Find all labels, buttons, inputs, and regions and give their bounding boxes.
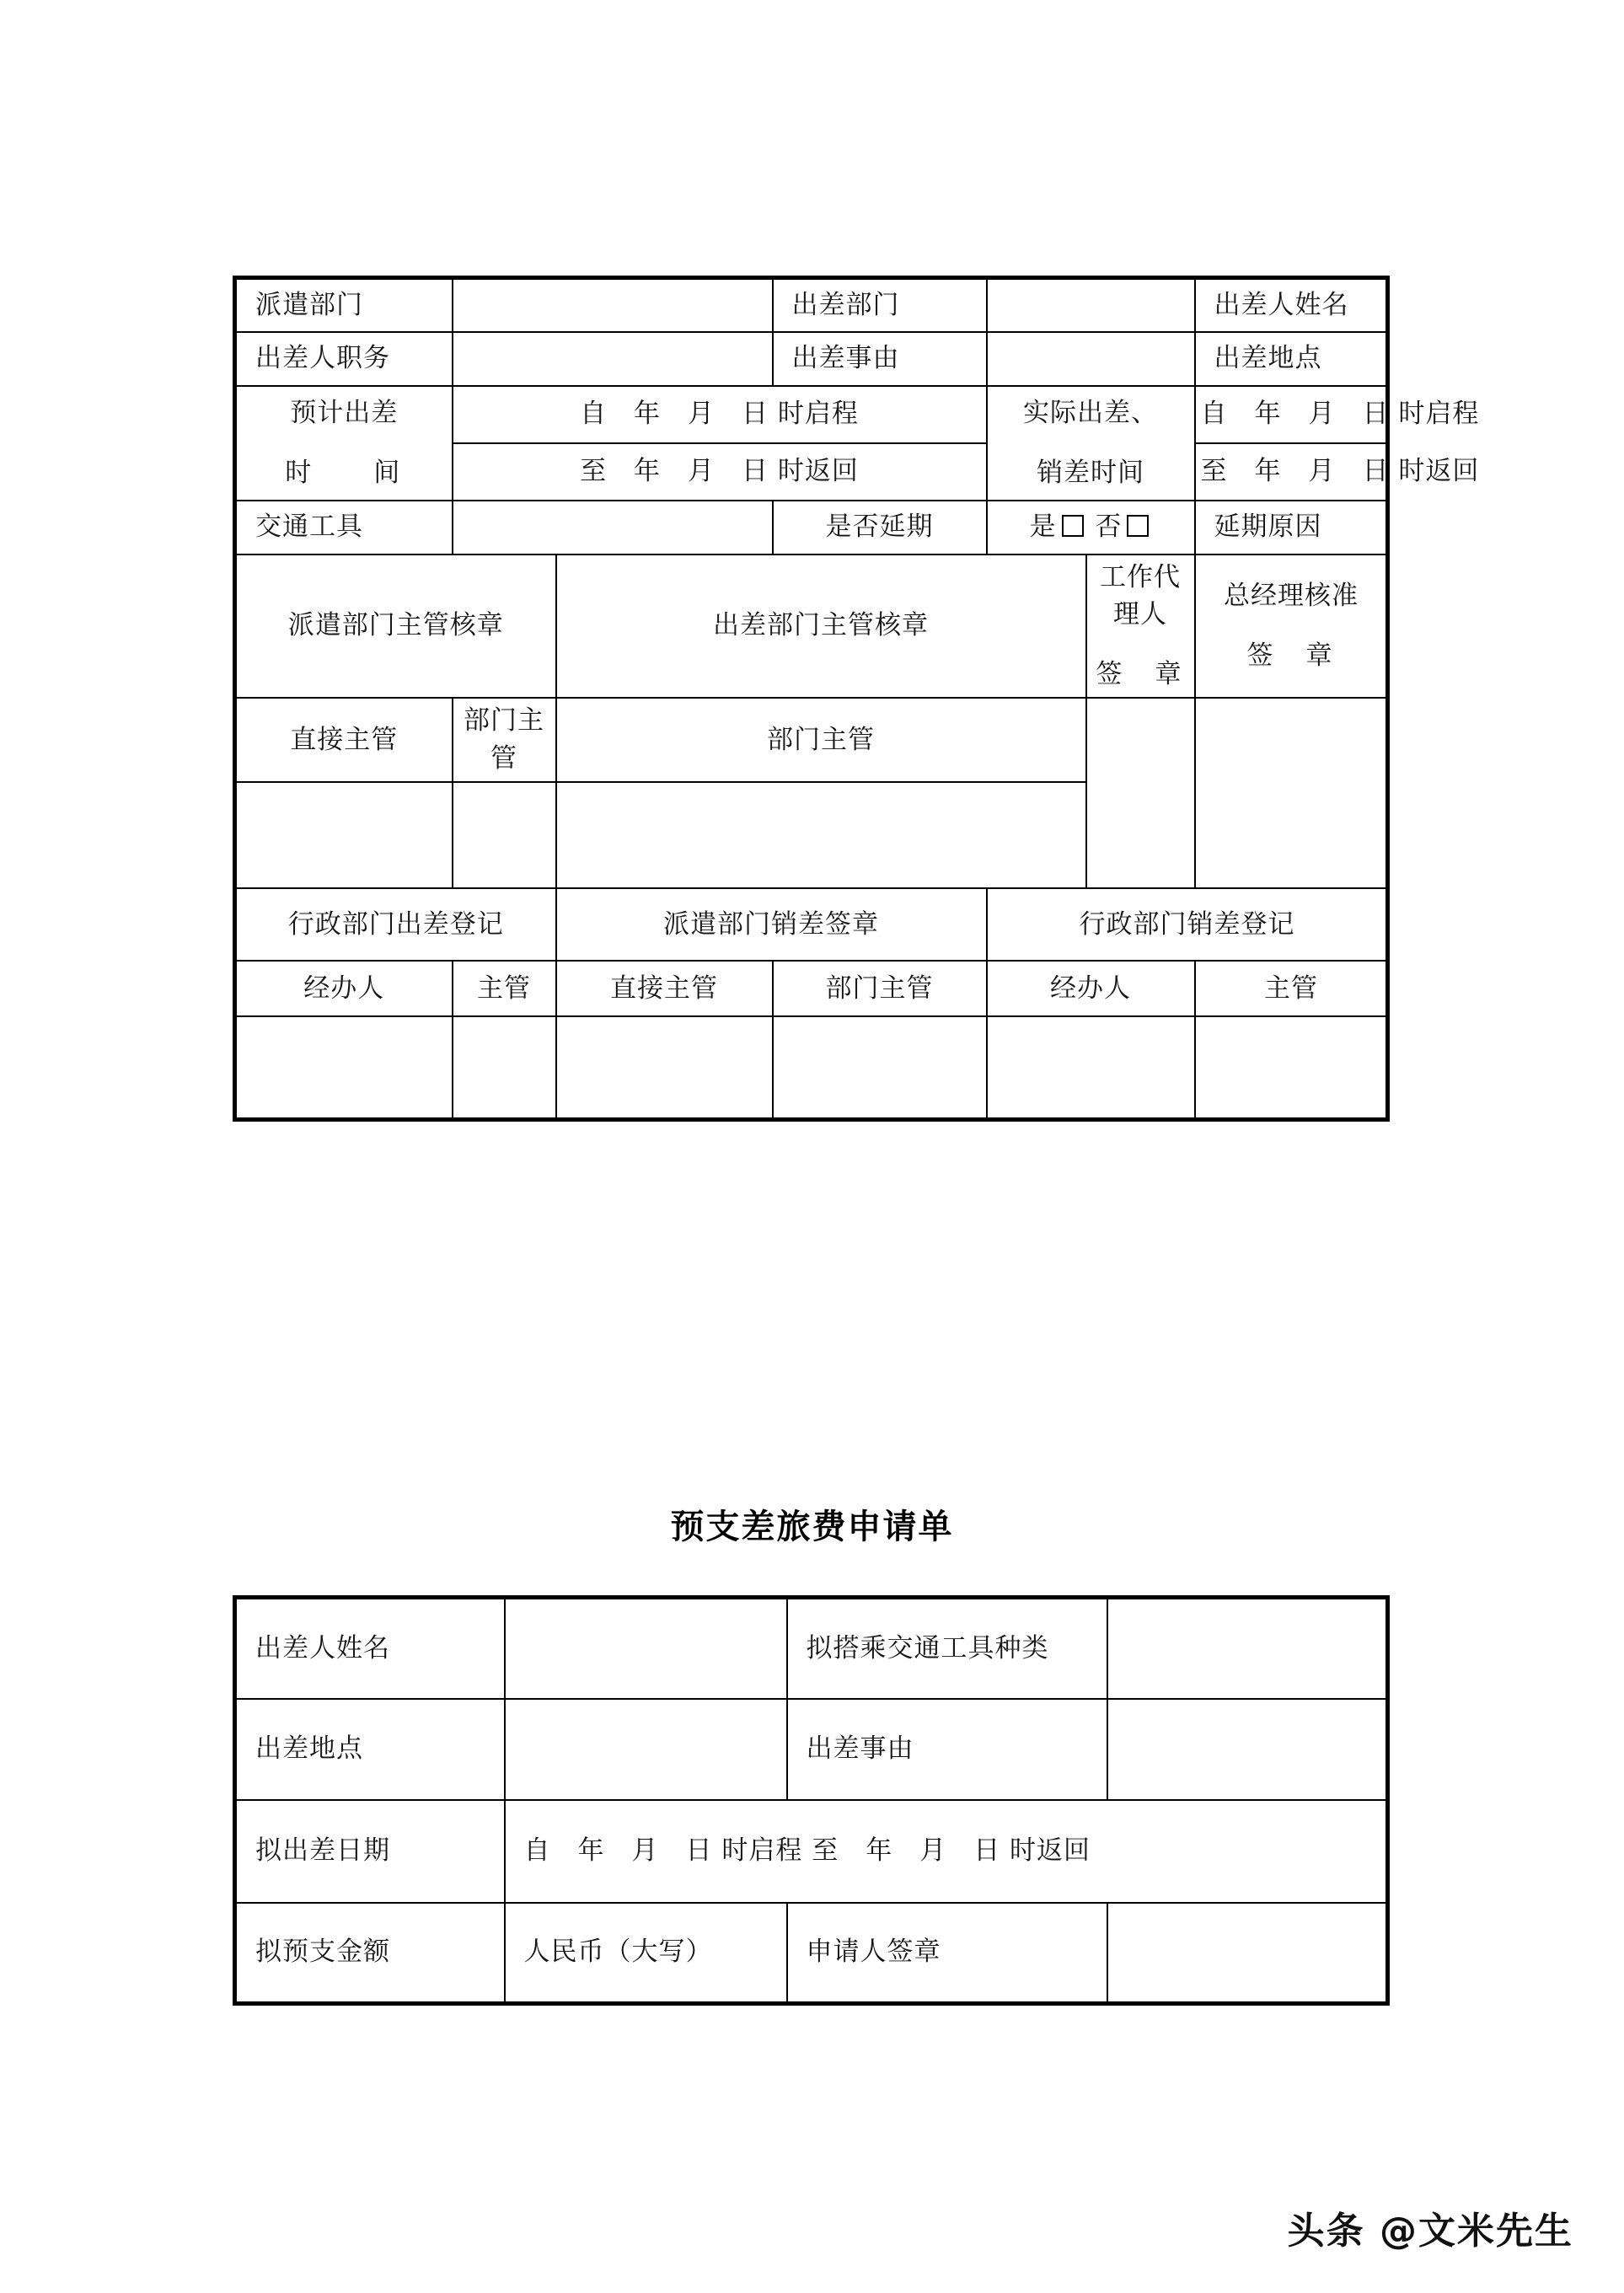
field-direct-supervisor[interactable] <box>235 782 453 888</box>
header-admin-travel-registration: 行政部门出差登记 <box>235 888 556 961</box>
header-dispatch-dept-approval: 派遣部门主管核章 <box>235 554 556 699</box>
header-gm-approval-line1: 总经理核准 <box>1224 580 1359 611</box>
header-dept-supervisor-3: 部门主管 <box>773 961 987 1016</box>
label-adv-currency[interactable]: 人民币（大写） <box>505 1903 787 2004</box>
label-planned-time <box>235 386 453 501</box>
header-handler-1: 经办人 <box>235 961 453 1016</box>
header-proxy-signature-line1: 工作代理人 <box>1100 561 1181 630</box>
header-direct-supervisor-2: 直接主管 <box>556 961 773 1016</box>
label-actual-time-line2: 销差时间 <box>1037 457 1144 488</box>
label-travel-reason: 出差事由 <box>773 332 987 386</box>
table-row <box>235 386 1388 443</box>
field-adv-travel-place[interactable] <box>505 1699 787 1800</box>
header-dispatch-clearance-signature: 派遣部门销差签章 <box>556 888 987 961</box>
label-actual-time <box>987 386 1195 501</box>
header-proxy-signature <box>1086 554 1195 699</box>
field-planned-depart[interactable]: 自 年 月 日 时启程 <box>453 386 987 443</box>
field-gm-approval[interactable] <box>1195 698 1388 888</box>
field-handler-1[interactable] <box>235 1016 453 1119</box>
field-supervisor-2[interactable] <box>1195 1016 1388 1119</box>
field-adv-traveler-name[interactable] <box>505 1598 787 1699</box>
label-actual-time-line1: 实际出差、 <box>1023 397 1158 428</box>
table-row <box>235 1903 1388 2004</box>
advance-request-table <box>233 1595 1390 2006</box>
field-adv-travel-dates[interactable]: 自 年 月 日 时启程 至 年 月 日 时返回 <box>505 1800 1388 1903</box>
header-gm-approval <box>1195 554 1388 699</box>
field-actual-return[interactable]: 至 年 月 日 时返回 <box>1195 443 1388 501</box>
table-row <box>235 501 1388 554</box>
field-dispatch-dept[interactable] <box>453 278 773 332</box>
table-row <box>235 1699 1388 1800</box>
delay-choice-group[interactable] <box>987 501 1195 554</box>
label-dispatch-dept: 派遣部门 <box>235 278 453 332</box>
label-adv-travel-reason: 出差事由 <box>787 1699 1107 1800</box>
label-adv-travel-dates: 拟出差日期 <box>235 1800 505 1903</box>
field-transport[interactable] <box>453 501 773 554</box>
label-delay-reason: 延期原因 <box>1195 501 1388 554</box>
label-adv-travel-place: 出差地点 <box>235 1699 505 1800</box>
label-traveler-name: 出差人姓名 <box>1195 278 1388 332</box>
field-dept-supervisor-1[interactable] <box>453 782 556 888</box>
label-planned-time-line2: 时 间 <box>285 457 404 488</box>
header-admin-clearance-registration: 行政部门销差登记 <box>987 888 1388 961</box>
field-adv-applicant-signature[interactable] <box>1107 1903 1388 2004</box>
field-direct-supervisor-2[interactable] <box>556 1016 773 1119</box>
table-row <box>235 332 1388 386</box>
delay-yes-checkbox[interactable] <box>1062 515 1084 537</box>
label-traveler-title: 出差人职务 <box>235 332 453 386</box>
field-traveler-title[interactable] <box>453 332 773 386</box>
table-row <box>235 1800 1388 1903</box>
header-direct-supervisor: 直接主管 <box>235 698 453 782</box>
field-planned-return[interactable]: 至 年 月 日 时返回 <box>453 443 987 501</box>
header-proxy-signature-line2: 签 章 <box>1096 659 1185 690</box>
header-gm-approval-line2: 签 章 <box>1246 640 1336 671</box>
label-adv-amount: 拟预支金额 <box>235 1903 505 2004</box>
label-transport: 交通工具 <box>235 501 453 554</box>
label-planned-time-line1: 预计出差 <box>290 397 399 428</box>
travel-request-table <box>233 276 1480 1122</box>
field-dept-supervisor-2[interactable] <box>556 782 1086 888</box>
label-travel-dept: 出差部门 <box>773 278 987 332</box>
label-travel-place: 出差地点 <box>1195 332 1388 386</box>
field-dept-supervisor-3[interactable] <box>773 1016 987 1119</box>
field-handler-2[interactable] <box>987 1016 1195 1119</box>
header-supervisor-2: 主管 <box>1195 961 1388 1016</box>
header-dept-supervisor-1: 部门主管 <box>453 698 556 782</box>
delay-no-checkbox[interactable] <box>1127 515 1149 537</box>
label-adv-traveler-name: 出差人姓名 <box>235 1598 505 1699</box>
field-proxy-signature[interactable] <box>1086 698 1195 888</box>
field-supervisor-1[interactable] <box>453 1016 556 1119</box>
table-row <box>235 278 1388 332</box>
header-supervisor-1: 主管 <box>453 961 556 1016</box>
table-row <box>235 554 1388 699</box>
table-row <box>235 1598 1388 1699</box>
advance-form-title: 预支差旅费申请单 <box>670 1507 954 1546</box>
label-is-delayed: 是否延期 <box>773 501 987 554</box>
label-adv-applicant-signature: 申请人签章 <box>787 1903 1107 2004</box>
header-dept-supervisor-2: 部门主管 <box>556 698 1086 782</box>
table-row <box>235 961 1388 1016</box>
field-travel-dept[interactable] <box>987 278 1195 332</box>
watermark-text: 头条 @文米先生 <box>1287 2210 1573 2253</box>
table-row <box>235 698 1388 782</box>
field-actual-depart[interactable]: 自 年 月 日 时启程 <box>1195 386 1388 443</box>
table-row <box>235 888 1388 961</box>
delay-no-label: 否 <box>1095 512 1123 543</box>
delay-yes-label: 是 <box>1029 512 1057 543</box>
header-travel-dept-approval: 出差部门主管核章 <box>556 554 1086 699</box>
header-handler-2: 经办人 <box>987 961 1195 1016</box>
field-travel-reason[interactable] <box>987 332 1195 386</box>
label-adv-transport-type: 拟搭乘交通工具种类 <box>787 1598 1107 1699</box>
field-adv-travel-reason[interactable] <box>1107 1699 1388 1800</box>
table-row <box>235 1016 1388 1119</box>
field-adv-transport-type[interactable] <box>1107 1598 1388 1699</box>
